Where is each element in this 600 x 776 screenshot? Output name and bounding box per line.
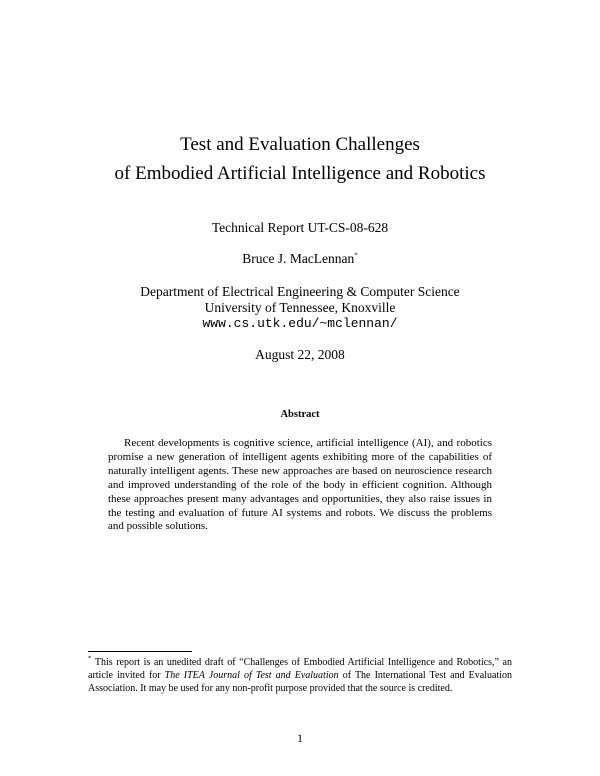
footnote [88,656,512,695]
footnote-mark: * [88,654,92,663]
affiliation-department: Department of Electrical Engineering & Computer Science [140,284,460,299]
footnote-divider [88,651,192,652]
affiliation-university: University of Tennessee, Knoxville [204,300,396,315]
footnote-journal-title: The ITEA Journal of Test and Evaluation [164,670,339,681]
affiliation-block [0,284,600,332]
abstract-text: Recent developments is cognitive science, artificial intelligence (AI), and robotics promise a new generation of intelligent agents exhibiting more of the capabilities of naturally intelligent agents. These new approaches are based on neuroscience research and improved understanding of the role of the body in efficient cognition. Although these approaches present many advantages and opportunities, they also raise issues in the testing and evaluation of future AI systems and robots. We discuss the problems and possible solutions. [108,437,492,533]
author-line [0,251,600,267]
footnote-text-part1: This report is an unedited draft of “Challenges of Embodied Artificial Intelligence and Robotics,” an article invited for [88,657,512,681]
title-line-1: Test and Evaluation Challenges [180,134,420,155]
footnote-text-part2: of The International Test and Evaluation Association. It may be used for any non-profit purpose provided that the source is credited. [88,670,513,694]
title-line-2: of Embodied Artificial Intelligence and Robotics [114,163,486,184]
author-footnote-mark: * [354,251,358,260]
paper-title [0,130,600,188]
report-number: Technical Report UT-CS-08-628 [211,220,389,235]
page-number: 1 [297,731,303,745]
author-url: www.cs.utk.edu/~mclennan/ [202,316,398,331]
abstract-heading: Abstract [280,409,320,420]
report-date: August 22, 2008 [255,347,345,362]
author-name: Bruce J. MacLennan [242,251,355,266]
